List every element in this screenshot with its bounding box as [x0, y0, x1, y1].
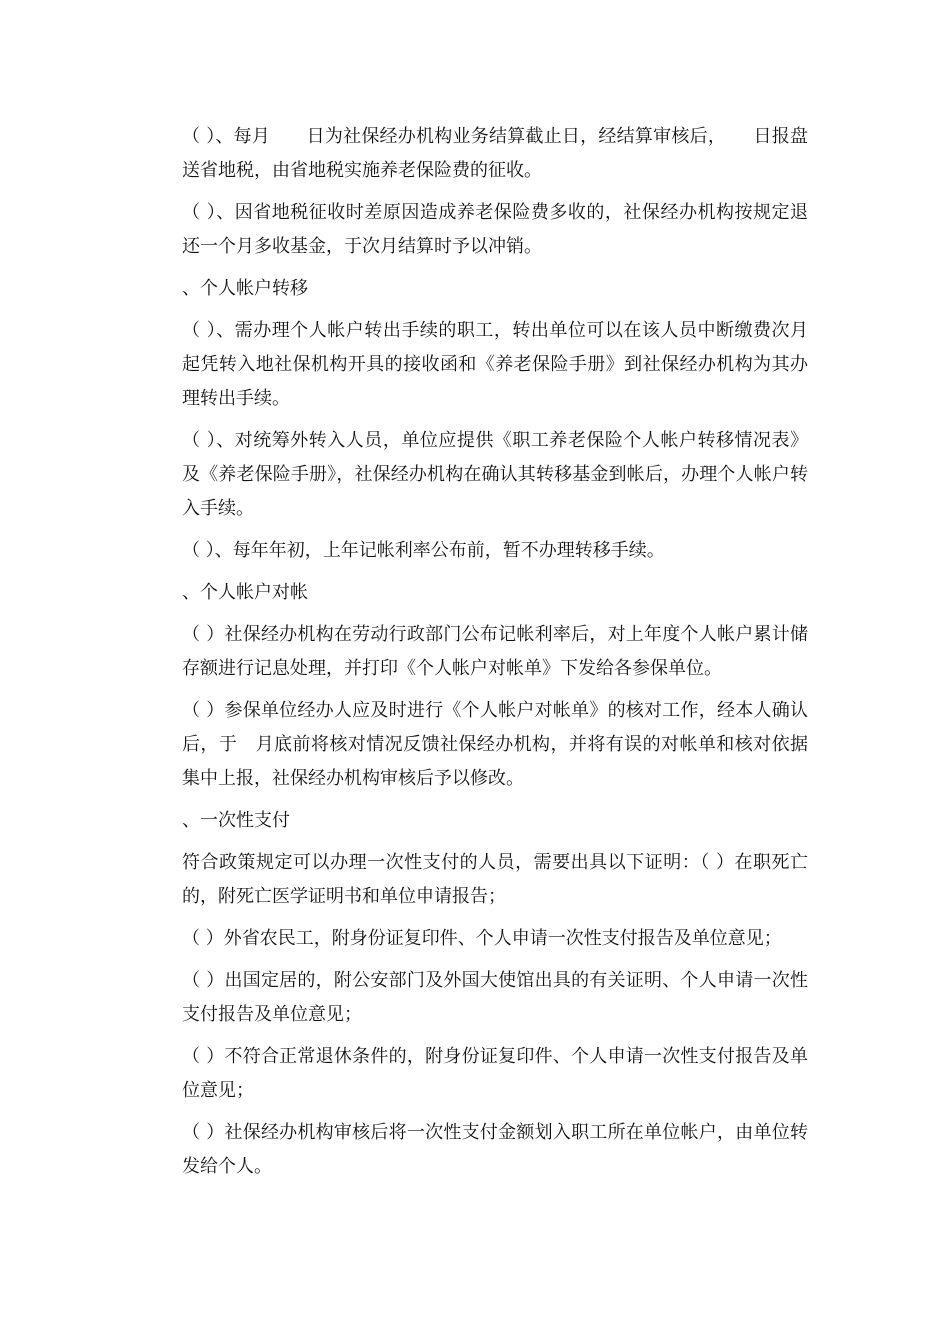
paragraph-payment-transfer: （ ）社保经办机构审核后将一次性支付金额划入职工所在单位帐户，由单位转发给个人。: [182, 1122, 808, 1177]
section-heading-account-transfer: 、个人帐户转移: [182, 278, 308, 299]
paragraph-transfer-out: （ ）、需办理个人帐户转出手续的职工，转出单位可以在该人员中断缴费次月起凭转入地社保机构开具的接收函和《养老保险手册》到社保经办机构为其办理转出手续。: [182, 320, 808, 409]
paragraph-reconciliation-feedback: （ ）参保单位经办人应及时进行《个人帐户对帐单》的核对工作，经本人确认后，于 月底前将核对情况反馈社保经办机构，并将有误的对帐单和核对依据集中上报，社保经办机构审核后予以修改。: [182, 700, 808, 789]
section-heading-lump-sum-payment: 、一次性支付: [182, 810, 290, 831]
paragraph-migrant-workers: （ ）外省农民工，附身份证复印件、个人申请一次性支付报告及单位意见；: [182, 928, 782, 949]
document-body: [182, 120, 808, 1192]
paragraph-transfer-suspension: （ ）、每年年初，上年记帐利率公布前，暂不办理转移手续。: [182, 540, 665, 561]
paragraph-lump-sum-requirements: 符合政策规定可以办理一次性支付的人员，需要出具以下证明：（ ）在职死亡的，附死亡医学证明书和单位申请报告；: [182, 852, 808, 907]
paragraph-interest-processing: （ ）社保经办机构在劳动行政部门公布记帐利率后，对上年度个人帐户累计储存额进行记息处理，并打印《个人帐户对帐单》下发给各参保单位。: [182, 624, 808, 679]
section-heading-account-reconciliation: 、个人帐户对帐: [182, 582, 308, 603]
paragraph-transfer-in: （ ）、对统筹外转入人员，单位应提供《职工养老保险个人帐户转移情况表》及《养老保险手册》，社保经办机构在确认其转移基金到帐后，办理个人帐户转入手续。: [182, 430, 808, 519]
paragraph-ineligible-retirement: （ ）不符合正常退休条件的，附身份证复印件、个人申请一次性支付报告及单位意见；: [182, 1046, 808, 1101]
paragraph-overpayment-refund: （ ）、因省地税征收时差原因造成养老保险费多收的，社保经办机构按规定退还一个月多收基金，于次月结算时予以冲销。: [182, 202, 808, 257]
paragraph-settlement-deadline: （ ）、每月 日为社保经办机构业务结算截止日，经结算审核后， 日报盘送省地税，由省地税实施养老保险费的征收。: [182, 126, 808, 181]
paragraph-emigration: （ ）出国定居的，附公安部门及外国大使馆出具的有关证明、个人申请一次性支付报告及单位意见；: [182, 970, 808, 1025]
